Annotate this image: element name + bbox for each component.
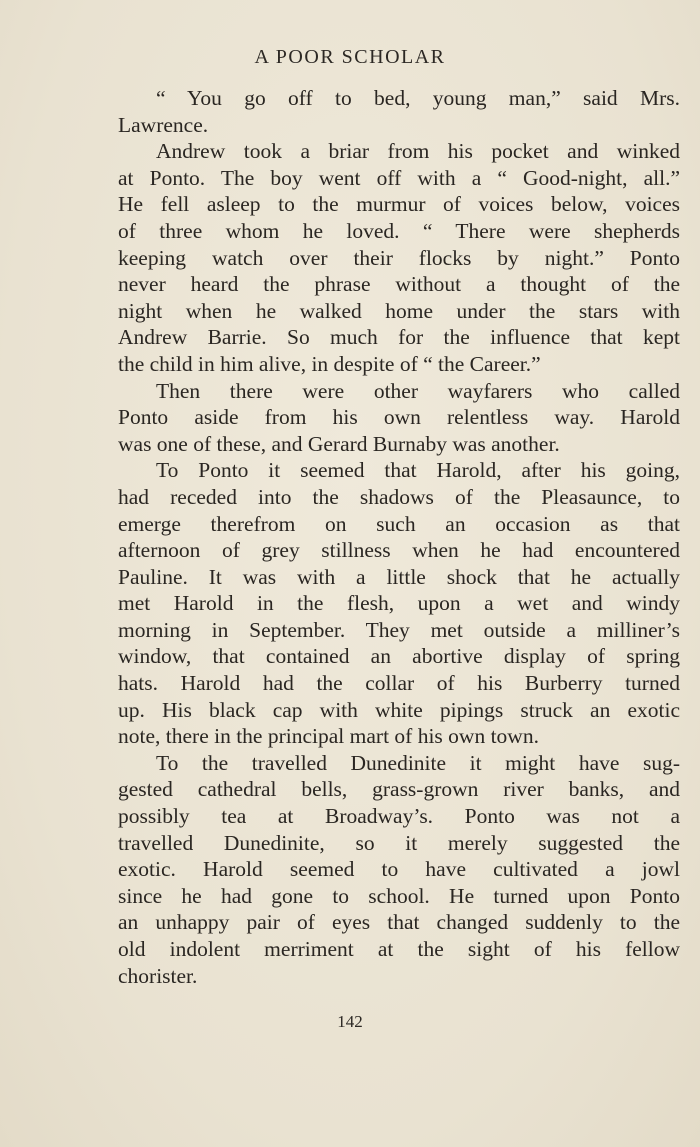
text-line: exotic. Harold seemed to have cultivated a jowl <box>118 857 680 882</box>
text-line: He fell asleep to the murmur of voices below, voices <box>118 192 680 217</box>
text-line: note, there in the principal mart of his own town. <box>118 724 539 749</box>
text-line: Andrew took a briar from his pocket and winked <box>156 139 680 164</box>
text-line: met Harold in the flesh, upon a wet and windy <box>118 591 680 616</box>
text-line: To the travelled Dunedinite it might have sug- <box>156 750 680 775</box>
text-line: up. His black cap with white pipings struck an exotic <box>118 697 680 722</box>
text-line: morning in September. They met outside a milliner’s <box>118 617 680 642</box>
text-line: Andrew Barrie. So much for the influence that kept <box>118 325 680 350</box>
text-line: had receded into the shadows of the Pleasaunce, to <box>118 484 680 509</box>
text-line: of three whom he loved. “ There were shepherds <box>118 218 680 243</box>
text-line: an unhappy pair of eyes that changed suddenly to the <box>118 910 680 935</box>
text-line: Lawrence. <box>118 112 209 137</box>
text-line: To Ponto it seemed that Harold, after his going, <box>156 458 680 483</box>
text-line: keeping watch over their flocks by night.” Ponto <box>118 245 680 270</box>
text-line: night when he walked home under the stars with <box>118 298 680 323</box>
text-line: afternoon of grey stillness when he had encountered <box>118 538 680 563</box>
text-line: emerge therefrom on such an occasion as that <box>118 511 680 536</box>
text-line: Then there were other wayfarers who called <box>156 378 680 403</box>
text-line: Pauline. It was with a little shock that he actually <box>118 564 680 589</box>
body-text <box>118 85 680 989</box>
page-number: 142 <box>337 1012 363 1031</box>
text-line: at Ponto. The boy went off with a “ Good-night, all.” <box>118 165 680 190</box>
text-line: chorister. <box>118 963 198 988</box>
text-line: since he had gone to school. He turned upon Ponto <box>118 883 680 908</box>
text-line: Ponto aside from his own relentless way. Harold <box>118 405 680 430</box>
text-line: never heard the phrase without a thought of the <box>118 272 680 297</box>
text-line: was one of these, and Gerard Burnaby was another. <box>118 431 560 456</box>
text-line: window, that contained an abortive display of spring <box>118 644 680 669</box>
text-line: travelled Dunedinite, so it merely suggested the <box>118 830 680 855</box>
text-line: hats. Harold had the collar of his Burberry turned <box>118 671 680 696</box>
running-head-title: A POOR SCHOLAR <box>254 46 446 68</box>
text-line: “ You go off to bed, young man,” said Mrs. <box>156 86 680 110</box>
text-line: old indolent merriment at the sight of his fellow <box>118 937 680 961</box>
text-line: the child in him alive, in despite of “ the Career.” <box>118 351 541 376</box>
text-line: gested cathedral bells, grass-grown river banks, and <box>118 777 680 802</box>
text-line: possibly tea at Broadway’s. Ponto was not a <box>118 804 680 829</box>
